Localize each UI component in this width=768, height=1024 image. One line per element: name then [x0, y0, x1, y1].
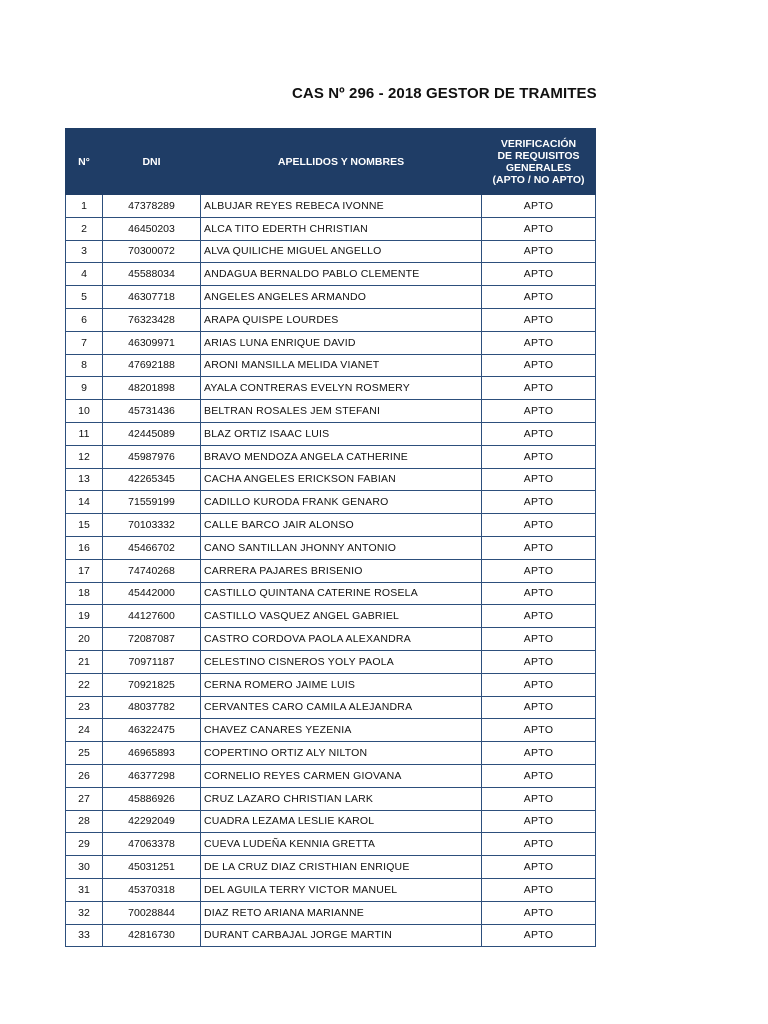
- row-status: APTO: [482, 559, 596, 582]
- row-dni: 48037782: [103, 696, 201, 719]
- row-number: 21: [66, 650, 103, 673]
- row-status: APTO: [482, 400, 596, 423]
- row-number: 12: [66, 445, 103, 468]
- row-status: APTO: [482, 445, 596, 468]
- row-number: 13: [66, 468, 103, 491]
- row-dni: 46322475: [103, 719, 201, 742]
- row-name: ARONI MANSILLA MELIDA VIANET: [201, 354, 482, 377]
- header-verification-line-3: GENERALES: [505, 161, 572, 174]
- row-dni: 76323428: [103, 308, 201, 331]
- row-dni: 42445089: [103, 422, 201, 445]
- row-number: 2: [66, 217, 103, 240]
- row-dni: 45466702: [103, 536, 201, 559]
- table-row: [66, 559, 596, 582]
- table-header: [66, 129, 596, 195]
- table-row: [66, 354, 596, 377]
- row-number: 4: [66, 263, 103, 286]
- row-status: APTO: [482, 628, 596, 651]
- row-status: APTO: [482, 719, 596, 742]
- row-status: APTO: [482, 833, 596, 856]
- table-row: [66, 696, 596, 719]
- row-dni: 45370318: [103, 878, 201, 901]
- row-number: 31: [66, 878, 103, 901]
- row-status: APTO: [482, 650, 596, 673]
- table-row: [66, 514, 596, 537]
- row-status: APTO: [482, 696, 596, 719]
- row-number: 30: [66, 856, 103, 879]
- row-number: 16: [66, 536, 103, 559]
- row-number: 17: [66, 559, 103, 582]
- row-dni: 44127600: [103, 605, 201, 628]
- row-number: 10: [66, 400, 103, 423]
- table-row: [66, 422, 596, 445]
- row-number: 18: [66, 582, 103, 605]
- row-name: CORNELIO REYES CARMEN GIOVANA: [201, 764, 482, 787]
- table-row: [66, 308, 596, 331]
- table-row: [66, 536, 596, 559]
- row-status: APTO: [482, 673, 596, 696]
- row-name: CUADRA LEZAMA LESLIE KAROL: [201, 810, 482, 833]
- row-status: APTO: [482, 924, 596, 947]
- row-number: 7: [66, 331, 103, 354]
- row-status: APTO: [482, 764, 596, 787]
- page-title: CAS Nº 296 - 2018 GESTOR DE TRAMITES: [292, 85, 597, 102]
- row-number: 33: [66, 924, 103, 947]
- table-row: [66, 582, 596, 605]
- table-row: [66, 856, 596, 879]
- header-verification-line-2: DE REQUISITOS: [497, 149, 580, 162]
- row-dni: 47378289: [103, 195, 201, 218]
- row-status: APTO: [482, 856, 596, 879]
- row-status: APTO: [482, 331, 596, 354]
- row-dni: 45886926: [103, 787, 201, 810]
- row-status: APTO: [482, 377, 596, 400]
- row-dni: 70971187: [103, 650, 201, 673]
- table-row: [66, 924, 596, 947]
- row-name: DE LA CRUZ DIAZ CRISTHIAN ENRIQUE: [201, 856, 482, 879]
- row-name: CADILLO KURODA FRANK GENARO: [201, 491, 482, 514]
- table-row: [66, 240, 596, 263]
- row-dni: 45442000: [103, 582, 201, 605]
- row-status: APTO: [482, 263, 596, 286]
- table-row: [66, 764, 596, 787]
- row-number: 11: [66, 422, 103, 445]
- row-number: 14: [66, 491, 103, 514]
- row-status: APTO: [482, 354, 596, 377]
- row-dni: 48201898: [103, 377, 201, 400]
- row-name: CASTRO CORDOVA PAOLA ALEXANDRA: [201, 628, 482, 651]
- table-row: [66, 605, 596, 628]
- row-name: CHAVEZ CANARES YEZENIA: [201, 719, 482, 742]
- row-number: 5: [66, 286, 103, 309]
- row-status: APTO: [482, 308, 596, 331]
- row-name: CRUZ LAZARO CHRISTIAN LARK: [201, 787, 482, 810]
- table-row: [66, 217, 596, 240]
- row-name: ARAPA QUISPE LOURDES: [201, 308, 482, 331]
- row-name: DIAZ RETO ARIANA MARIANNE: [201, 901, 482, 924]
- header-verification: [482, 129, 596, 195]
- row-status: APTO: [482, 810, 596, 833]
- table-row: [66, 810, 596, 833]
- row-status: APTO: [482, 240, 596, 263]
- row-number: 28: [66, 810, 103, 833]
- table-row: [66, 833, 596, 856]
- table-row: [66, 195, 596, 218]
- row-dni: 42292049: [103, 810, 201, 833]
- row-number: 20: [66, 628, 103, 651]
- row-status: APTO: [482, 878, 596, 901]
- table-row: [66, 491, 596, 514]
- row-dni: 42265345: [103, 468, 201, 491]
- row-number: 22: [66, 673, 103, 696]
- row-number: 8: [66, 354, 103, 377]
- header-verification-line-4: (APTO / NO APTO): [492, 173, 585, 186]
- row-name: COPERTINO ORTIZ ALY NILTON: [201, 742, 482, 765]
- row-status: APTO: [482, 901, 596, 924]
- row-number: 26: [66, 764, 103, 787]
- row-name: CUEVA LUDEÑA KENNIA GRETTA: [201, 833, 482, 856]
- row-status: APTO: [482, 742, 596, 765]
- row-name: ANGELES ANGELES ARMANDO: [201, 286, 482, 309]
- row-name: BELTRAN ROSALES JEM STEFANI: [201, 400, 482, 423]
- table-row: [66, 445, 596, 468]
- table-row: [66, 901, 596, 924]
- table-row: [66, 377, 596, 400]
- row-dni: 45588034: [103, 263, 201, 286]
- row-dni: 46309971: [103, 331, 201, 354]
- row-number: 3: [66, 240, 103, 263]
- table-row: [66, 628, 596, 651]
- table-row: [66, 742, 596, 765]
- row-dni: 70921825: [103, 673, 201, 696]
- row-name: CALLE BARCO JAIR ALONSO: [201, 514, 482, 537]
- table-row: [66, 787, 596, 810]
- row-dni: 46377298: [103, 764, 201, 787]
- row-dni: 45987976: [103, 445, 201, 468]
- row-number: 24: [66, 719, 103, 742]
- row-status: APTO: [482, 605, 596, 628]
- row-dni: 46965893: [103, 742, 201, 765]
- row-dni: 71559199: [103, 491, 201, 514]
- row-dni: 47063378: [103, 833, 201, 856]
- row-name: CASTILLO QUINTANA CATERINE ROSELA: [201, 582, 482, 605]
- row-name: CELESTINO CISNEROS YOLY PAOLA: [201, 650, 482, 673]
- row-status: APTO: [482, 217, 596, 240]
- row-number: 9: [66, 377, 103, 400]
- row-number: 27: [66, 787, 103, 810]
- row-status: APTO: [482, 422, 596, 445]
- row-name: ALCA TITO EDERTH CHRISTIAN: [201, 217, 482, 240]
- table-row: [66, 650, 596, 673]
- row-number: 23: [66, 696, 103, 719]
- table-row: [66, 331, 596, 354]
- row-status: APTO: [482, 491, 596, 514]
- row-name: DEL AGUILA TERRY VICTOR MANUEL: [201, 878, 482, 901]
- row-status: APTO: [482, 286, 596, 309]
- table-row: [66, 400, 596, 423]
- row-dni: 74740268: [103, 559, 201, 582]
- row-number: 19: [66, 605, 103, 628]
- row-status: APTO: [482, 514, 596, 537]
- row-dni: 47692188: [103, 354, 201, 377]
- row-name: BLAZ ORTIZ ISAAC LUIS: [201, 422, 482, 445]
- header-num: N°: [66, 129, 103, 195]
- row-number: 15: [66, 514, 103, 537]
- table-row: [66, 468, 596, 491]
- row-dni: 72087087: [103, 628, 201, 651]
- row-name: ALVA QUILICHE MIGUEL ANGELLO: [201, 240, 482, 263]
- row-name: DURANT CARBAJAL JORGE MARTIN: [201, 924, 482, 947]
- row-name: AYALA CONTRERAS EVELYN ROSMERY: [201, 377, 482, 400]
- row-dni: 70028844: [103, 901, 201, 924]
- row-name: ALBUJAR REYES REBECA IVONNE: [201, 195, 482, 218]
- table-row: [66, 286, 596, 309]
- header-verification-line-1: VERIFICACIÓN: [500, 137, 577, 150]
- row-name: CERVANTES CARO CAMILA ALEJANDRA: [201, 696, 482, 719]
- row-number: 29: [66, 833, 103, 856]
- header-row: [66, 129, 596, 195]
- row-number: 32: [66, 901, 103, 924]
- row-name: CASTILLO VASQUEZ ANGEL GABRIEL: [201, 605, 482, 628]
- row-dni: 42816730: [103, 924, 201, 947]
- row-status: APTO: [482, 787, 596, 810]
- row-status: APTO: [482, 536, 596, 559]
- header-name: APELLIDOS Y NOMBRES: [201, 129, 482, 195]
- row-dni: 46307718: [103, 286, 201, 309]
- row-status: APTO: [482, 468, 596, 491]
- table-row: [66, 719, 596, 742]
- table-row: [66, 263, 596, 286]
- row-dni: 70103332: [103, 514, 201, 537]
- row-name: CACHA ANGELES ERICKSON FABIAN: [201, 468, 482, 491]
- row-name: CANO SANTILLAN JHONNY ANTONIO: [201, 536, 482, 559]
- row-status: APTO: [482, 582, 596, 605]
- row-dni: 45731436: [103, 400, 201, 423]
- row-number: 6: [66, 308, 103, 331]
- table-row: [66, 673, 596, 696]
- results-table: [65, 128, 596, 947]
- row-name: CERNA ROMERO JAIME LUIS: [201, 673, 482, 696]
- row-name: ARIAS LUNA ENRIQUE DAVID: [201, 331, 482, 354]
- row-name: ANDAGUA BERNALDO PABLO CLEMENTE: [201, 263, 482, 286]
- row-name: CARRERA PAJARES BRISENIO: [201, 559, 482, 582]
- row-number: 25: [66, 742, 103, 765]
- table-row: [66, 878, 596, 901]
- row-name: BRAVO MENDOZA ANGELA CATHERINE: [201, 445, 482, 468]
- row-status: APTO: [482, 195, 596, 218]
- row-dni: 70300072: [103, 240, 201, 263]
- row-number: 1: [66, 195, 103, 218]
- table-body: [66, 195, 596, 947]
- row-dni: 46450203: [103, 217, 201, 240]
- row-dni: 45031251: [103, 856, 201, 879]
- header-dni: DNI: [103, 129, 201, 195]
